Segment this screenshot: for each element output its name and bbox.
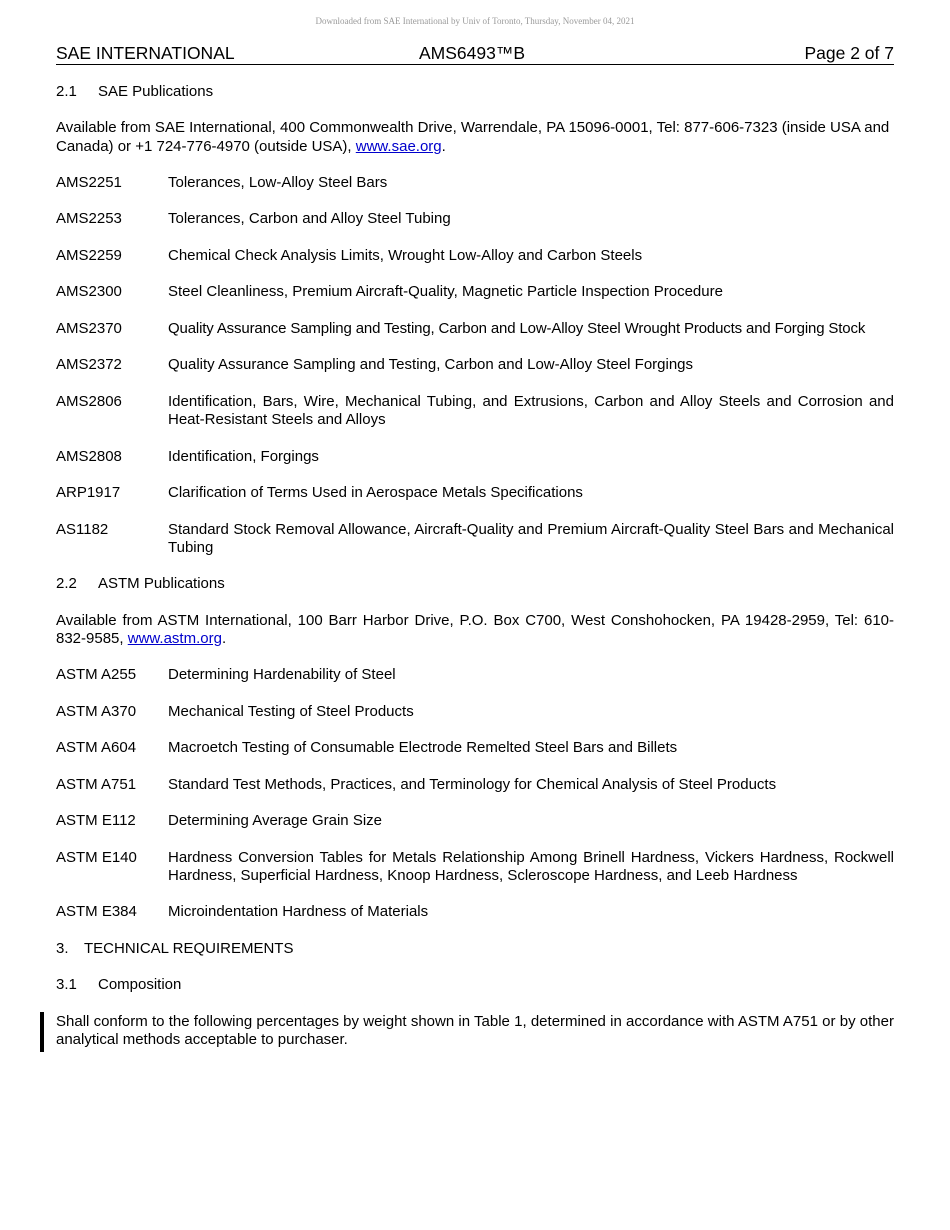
sae-availability-paragraph <box>56 119 894 156</box>
reference-item <box>56 283 894 301</box>
reference-title: Identification, Forgings <box>168 447 319 465</box>
reference-item <box>56 739 894 757</box>
section-title: ASTM Publications <box>98 575 225 593</box>
reference-item <box>56 210 894 228</box>
reference-title: Hardness Conversion Tables for Metals Relationship Among Brinell Hardness, Vickers Hardness, Rockwell Hardness, Superficial Hardness, Knoop Hardness, Scleroscope Hardness, and Leeb Hardness <box>168 848 894 884</box>
sentence-end: . <box>441 137 446 155</box>
reference-item <box>56 521 894 558</box>
reference-code: ASTM A751 <box>56 775 137 793</box>
reference-code: ARP1917 <box>56 484 121 502</box>
section-title: SAE Publications <box>98 83 214 100</box>
reference-item <box>56 448 894 466</box>
section-number: 2.2 <box>56 575 77 593</box>
section-2-2-heading <box>56 575 894 593</box>
document-body <box>56 83 894 1067</box>
reference-item <box>56 849 894 886</box>
reference-code: AMS2370 <box>56 319 122 337</box>
reference-code: ASTM A604 <box>56 739 137 757</box>
reference-title: Quality Assurance Sampling and Testing, Carbon and Low-Alloy Steel Wrought Products and Forging Stock <box>168 319 866 337</box>
reference-item <box>56 174 894 192</box>
sae-website-link[interactable]: www.sae.org <box>355 137 442 155</box>
section-number: 3. <box>56 939 69 957</box>
reference-item <box>56 812 894 830</box>
reference-title: Steel Cleanliness, Premium Aircraft-Quality, Magnetic Particle Inspection Procedure <box>168 283 723 301</box>
page-header <box>56 43 894 65</box>
reference-code: AMS2806 <box>56 392 122 410</box>
header-org: SAE INTERNATIONAL <box>56 43 235 63</box>
reference-code: ASTM E112 <box>56 812 136 830</box>
section-3-1-heading <box>56 976 894 994</box>
reference-title: Determining Hardenability of Steel <box>168 666 396 684</box>
reference-title: Tolerances, Low-Alloy Steel Bars <box>168 173 388 191</box>
revision-change-bar <box>40 1012 44 1052</box>
reference-item <box>56 484 894 502</box>
reference-code: ASTM A370 <box>56 702 137 720</box>
reference-code: AMS2372 <box>56 356 122 374</box>
reference-title: Clarification of Terms Used in Aerospace Metals Specifications <box>168 484 583 502</box>
reference-title: Microindentation Hardness of Materials <box>168 903 429 921</box>
reference-item <box>56 393 894 430</box>
reference-item <box>56 776 894 794</box>
header-doc-number: AMS6493™B <box>419 43 526 63</box>
reference-code: AS1182 <box>56 520 109 538</box>
astm-reference-list <box>56 666 894 922</box>
header-page-number: Page 2 of 7 <box>804 43 894 63</box>
reference-title: Standard Stock Removal Allowance, Aircraft-Quality and Premium Aircraft-Quality Steel Bars and Mechanical Tubing <box>168 520 894 556</box>
astm-website-link[interactable]: www.astm.org <box>127 629 222 647</box>
composition-paragraph: Shall conform to the following percentages by weight shown in Table 1, determined in accordance with ASTM A751 or by other analytical methods acceptable to purchaser. <box>56 1012 894 1048</box>
reference-item <box>56 247 894 265</box>
reference-code: AMS2251 <box>56 173 122 191</box>
reference-title: Standard Test Methods, Practices, and Terminology for Chemical Analysis of Steel Products <box>168 775 777 793</box>
reference-title: Quality Assurance Sampling and Testing, Carbon and Low-Alloy Steel Forgings <box>168 356 694 374</box>
reference-item <box>56 320 894 338</box>
reference-title: Tolerances, Carbon and Alloy Steel Tubing <box>168 210 451 228</box>
reference-title: Determining Average Grain Size <box>168 812 382 830</box>
reference-item <box>56 666 894 684</box>
astm-availability-paragraph <box>56 612 894 649</box>
section-number: 2.1 <box>56 83 77 100</box>
reference-code: AMS2808 <box>56 447 122 465</box>
reference-title: Chemical Check Analysis Limits, Wrought Low-Alloy and Carbon Steels <box>168 246 643 264</box>
sentence-end: . <box>221 629 227 647</box>
section-number: 3.1 <box>56 976 77 994</box>
section-title: TECHNICAL REQUIREMENTS <box>84 939 294 957</box>
section-2-1-heading <box>56 83 894 101</box>
reference-item <box>56 703 894 721</box>
section-3-heading <box>56 940 894 958</box>
sae-availability-text: Available from SAE International, 400 Commonwealth Drive, Warrendale, PA 15096-0001, Tel: 877-606-7323 (inside USA and Canada) or +1 724-776-4970 (outside USA), <box>56 119 890 155</box>
reference-title: Mechanical Testing of Steel Products <box>168 702 414 720</box>
reference-code: AMS2300 <box>56 283 122 301</box>
reference-code: AMS2253 <box>56 210 122 228</box>
sae-reference-list <box>56 174 894 557</box>
reference-title: Macroetch Testing of Consumable Electrode Remelted Steel Bars and Billets <box>168 739 678 757</box>
reference-code: ASTM E140 <box>56 848 137 866</box>
section-title: Composition <box>98 976 182 994</box>
astm-availability-text: Available from ASTM International, 100 Barr Harbor Drive, P.O. Box C700, West Conshohocken, PA 19428-2959, Tel: 610-832-9585, <box>56 611 894 647</box>
reference-item <box>56 903 894 921</box>
reference-item <box>56 356 894 374</box>
reference-code: AMS2259 <box>56 246 122 264</box>
reference-code: ASTM A255 <box>56 666 137 684</box>
download-note: Downloaded from SAE International by Univ of Toronto, Thursday, November 04, 2021 <box>315 16 635 26</box>
reference-code: ASTM E384 <box>56 903 137 921</box>
reference-title: Identification, Bars, Wire, Mechanical Tubing, and Extrusions, Carbon and Alloy Steels and Corrosion and Heat-Resistant Steels and Alloys <box>168 392 894 429</box>
